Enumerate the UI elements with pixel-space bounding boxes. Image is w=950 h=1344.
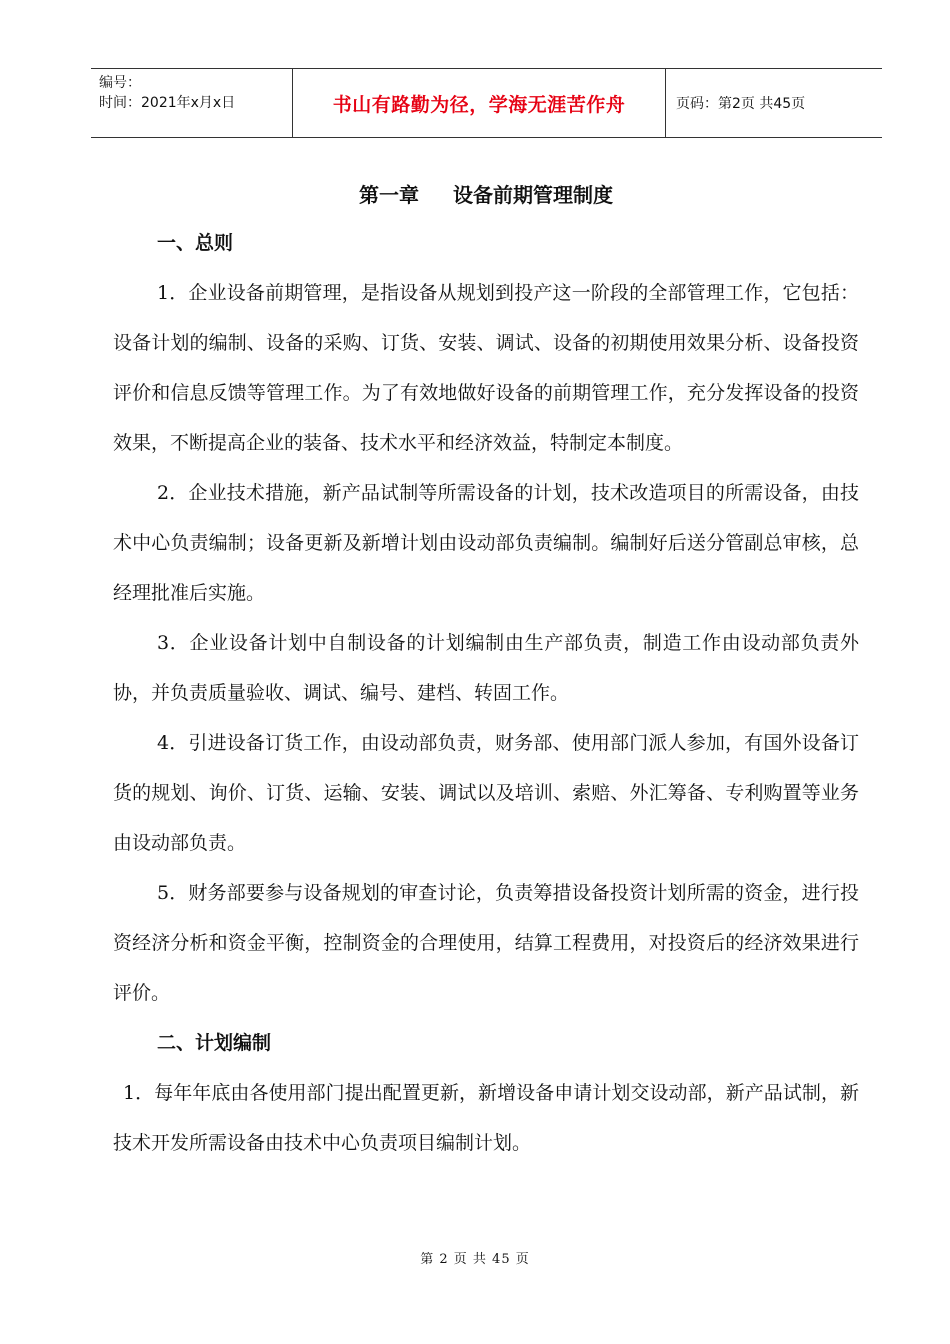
paragraph: 5．财务部要参与设备规划的审查讨论，负责筹措设备投资计划所需的资金，进行投资经济分析和资金平衡，控制资金的合理使用，结算工程费用，对投资后的经济效果进行评价。 (113, 882, 859, 1004)
paragraph: 1．每年年底由各使用部门提出配置更新，新增设备申请计划交设动部，新产品试制，新技术开发所需设备由技术中心负责项目编制计划。 (113, 1082, 859, 1154)
header-meta (91, 69, 293, 137)
section-plan (113, 1018, 859, 1168)
section-heading: 一、总则 (157, 232, 234, 254)
paragraph: 2．企业技术措施，新产品试制等所需设备的计划，技术改造项目的所需设备，由技术中心负责编制；设备更新及新增计划由设动部负责编制。编制好后送分管副总审核，总经理批准后实施。 (113, 482, 859, 604)
code-label: 编号： (99, 75, 141, 91)
chapter-name: 设备前期管理制度 (453, 183, 613, 207)
page-footer: 第 2 页 共 45 页 (420, 1252, 530, 1267)
chapter-number: 第一章 (359, 183, 419, 207)
chapter-title (113, 172, 859, 218)
document-body (113, 172, 859, 1168)
paragraph: 4．引进设备订货工作，由设动部负责，财务部、使用部门派人参加，有国外设备订货的规划、询价、订货、运输、安装、调试以及培训、索赔、外汇筹备、专利购置等业务由设动部负责。 (113, 732, 859, 854)
paragraph: 1．企业设备前期管理，是指设备从规划到投产这一阶段的全部管理工作，它包括：设备计划的编制、设备的采购、订货、安装、调试、设备的初期使用效果分析、设备投资评价和信息反馈等管理工作。为了有效地做好设备的前期管理工作，充分发挥设备的投资效果，不断提高企业的装备、技术水平和经济效益，特制定本制度。 (113, 282, 859, 454)
time-label: 时间：2021年x月x日 (99, 95, 236, 111)
section-general (113, 218, 859, 1018)
section-heading: 二、计划编制 (157, 1032, 272, 1054)
paragraph: 3．企业设备计划中自制设备的计划编制由生产部负责，制造工作由设动部负责外协，并负责质量验收、调试、编号、建档、转固工作。 (113, 632, 859, 704)
slogan: 书山有路勤为径，学海无涯苦作舟 (293, 69, 666, 137)
document-header (91, 68, 882, 138)
header-page-info: 页码：第2页 共45页 (676, 96, 806, 112)
